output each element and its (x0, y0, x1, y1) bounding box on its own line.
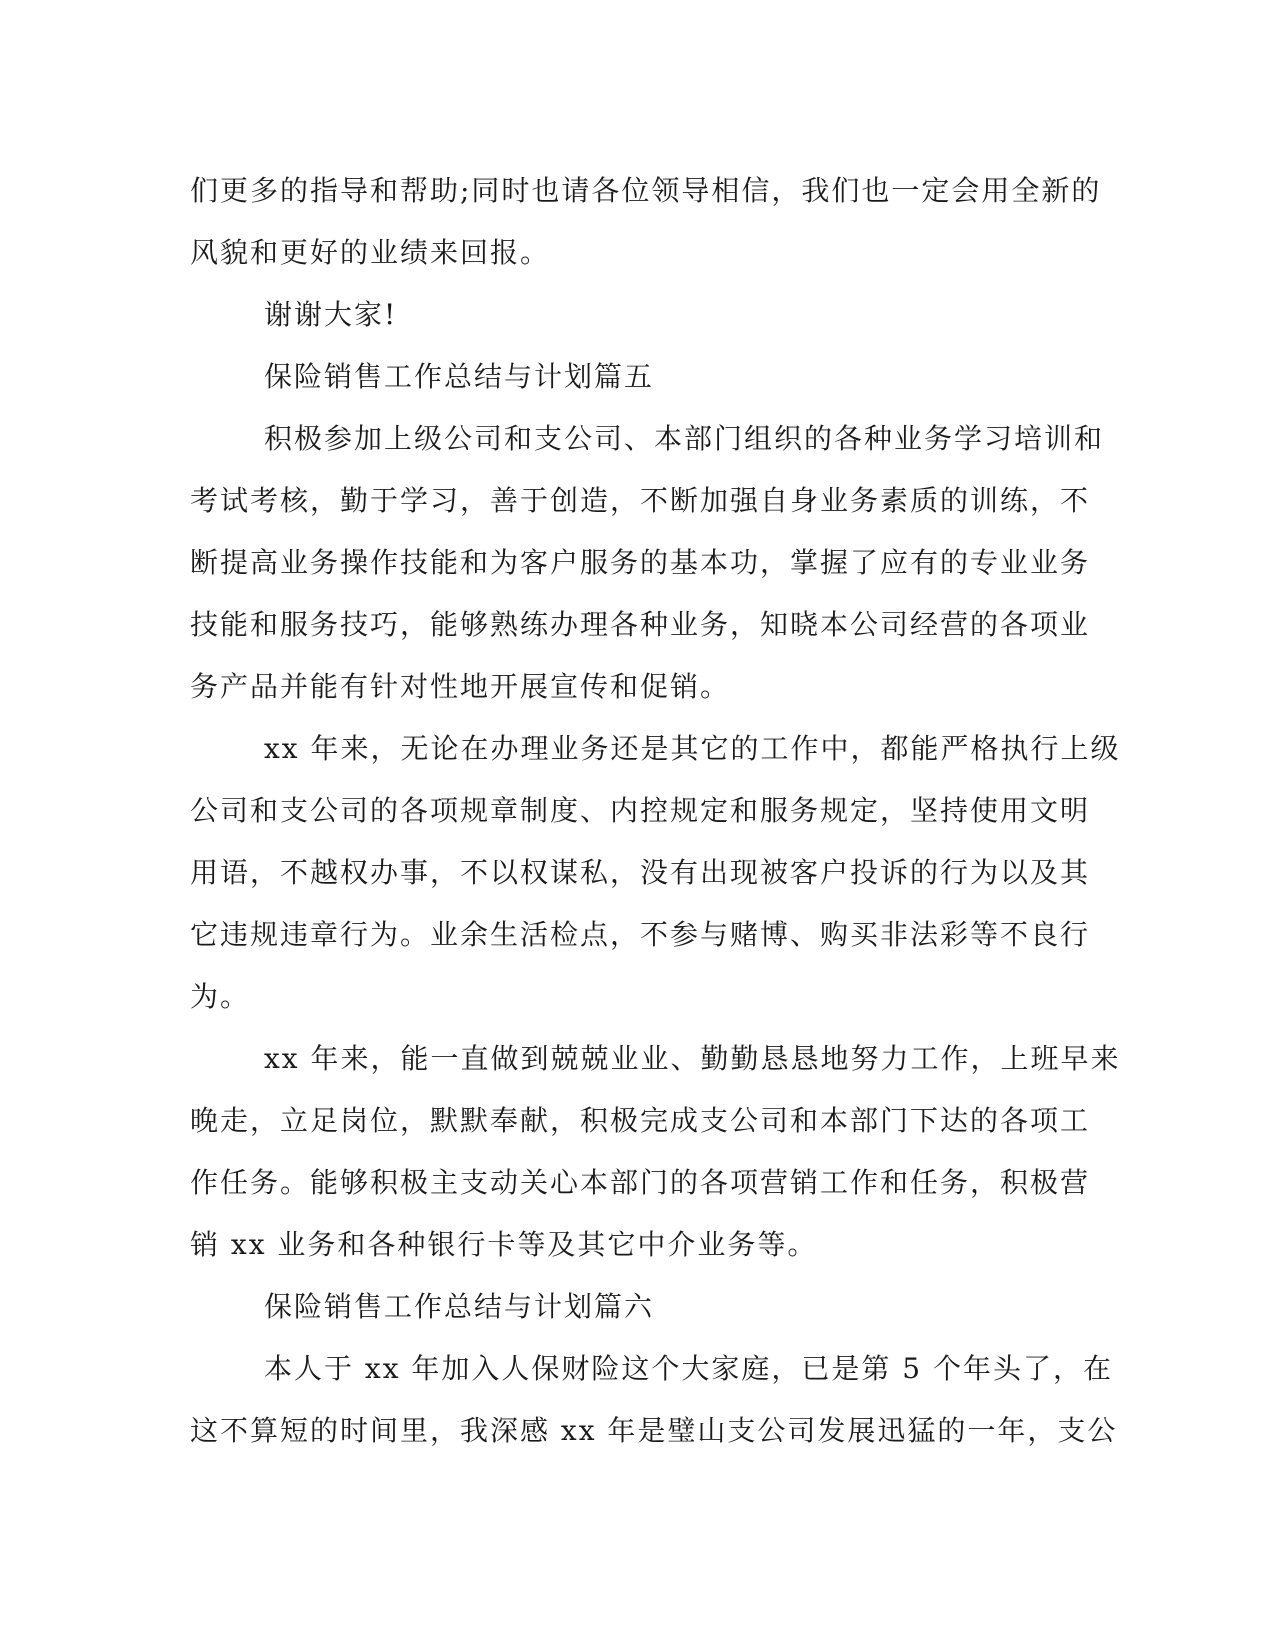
text-line: xx 年来，能一直做到兢兢业业、勤勤恳恳地努力工作，上班早来 (264, 1042, 1121, 1075)
text-line: 为。 (190, 980, 251, 1013)
text-line: 风貌和更好的业绩来回报。 (190, 236, 551, 269)
text-line: 本人于 xx 年加入人保财险这个大家庭，已是第 5 个年头了，在 (264, 1352, 1114, 1385)
text-line: 考试考核，勤于学习，善于创造，不断加强自身业务素质的训练，不 (190, 484, 1091, 517)
text-line: 作任务。能够积极主支动关心本部门的各项营销工作和任务，积极营 (190, 1166, 1091, 1199)
document-body (190, 160, 1121, 1462)
text-line: 销 xx 业务和各种银行卡等及其它中介业务等。 (190, 1228, 818, 1261)
text-line: xx 年来，无论在办理业务还是其它的工作中，都能严格执行上级 (264, 732, 1121, 765)
text-line: 积极参加上级公司和支公司、本部门组织的各种业务学习培训和 (264, 422, 1105, 455)
text-line: 保险销售工作总结与计划篇五 (264, 360, 655, 393)
text-line: 们更多的指导和帮助;同时也请各位领导相信，我们也一定会用全新的 (190, 174, 1102, 207)
text-line: 保险销售工作总结与计划篇六 (264, 1290, 655, 1323)
text-line: 技能和服务技巧，能够熟练办理各种业务，知晓本公司经营的各项业 (190, 608, 1091, 641)
text-line: 它违规违章行为。业余生活检点，不参与赌博、购买非法彩等不良行 (190, 918, 1091, 951)
text-line: 务产品并能有针对性地开展宣传和促销。 (190, 670, 731, 703)
text-line: 晚走，立足岗位，默默奉献，积极完成支公司和本部门下达的各项工 (190, 1104, 1091, 1137)
text-line: 这不算短的时间里，我深感 xx 年是璧山支公司发展迅猛的一年，支公 (190, 1414, 1118, 1447)
text-line: 用语，不越权办事，不以权谋私，没有出现被客户投诉的行为以及其 (190, 856, 1091, 889)
text-line: 谢谢大家! (264, 298, 398, 331)
text-line: 公司和支公司的各项规章制度、内控规定和服务规定，坚持使用文明 (190, 794, 1091, 827)
text-line: 断提高业务操作技能和为客户服务的基本功，掌握了应有的专业业务 (190, 546, 1091, 579)
